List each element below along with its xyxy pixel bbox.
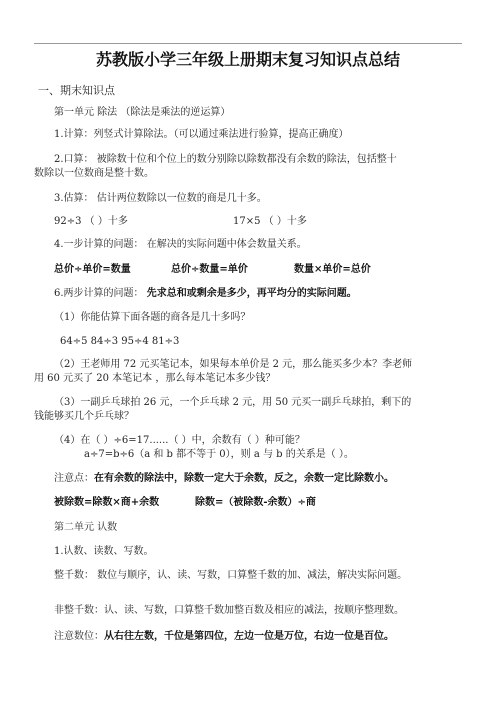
top-rule <box>34 43 462 44</box>
unit-1-heading: 第一单元 除法 （除法是乘法的逆运算） <box>54 107 231 118</box>
point-4-one-step: 4.一步计算的问题： 在解决的实际问题中体会数量关系。 <box>54 239 307 250</box>
formula-unit-price: 总价÷数量=单价 <box>171 264 248 275</box>
section-heading-1: 一、期末知识点 <box>38 84 115 97</box>
question-2-line-2: 用 60 元买了 20 本笔记本 ，那么每本笔记本多少钱？ <box>34 373 276 384</box>
unit-2-place-value-note <box>54 630 394 643</box>
formula-quantity: 总价÷单价=数量 <box>54 264 131 275</box>
question-1-items: 64÷5 84÷3 95÷4 81÷3 <box>60 336 180 347</box>
remainder-note <box>54 472 394 485</box>
question-4-line-2: a÷7=b÷6（a 和 b 都不等于 0），则 a 与 b 的关系是（ ）。 <box>84 449 354 460</box>
note-label: 注意点： <box>54 473 94 484</box>
point-2-line-1: 2.口算： 被除数十位和个位上的数分别除以除数都没有余数的除法，包括整十 <box>54 154 397 165</box>
unit-2-heading: 第二单元 认数 <box>54 522 118 533</box>
question-1: （1）你能估算下面各题的商各是几十多吗？ <box>54 312 251 323</box>
point-6-two-step <box>54 287 357 300</box>
estimate-example-1: 92÷3 （ ）十多 <box>54 216 128 227</box>
unit-2-whole-thousands: 整千数： 数位与顺序，认、读、写数，口算整千数的加、减法，解决实际问题。 <box>54 570 408 581</box>
point-3-estimation: 3.估算： 估计两位数除以一位数的商是几十多。 <box>54 193 267 204</box>
formula-dividend: 被除数=除数×商+余数 <box>54 497 160 508</box>
point-6-emphasis: 先求总和或剩余是多少，再平均分的实际问题。 <box>146 288 357 299</box>
question-3-line-1: （3）一副乒乓球拍 26 元，一个乒乓球 2 元，用 50 元买一副乒乓球拍，剩下的 <box>54 397 412 408</box>
note-emphasis: 在有余数的除法中，除数一定大于余数，反之，余数一定比除数小。 <box>94 473 394 484</box>
document-title: 苏教版小学三年级上册期末复习知识点总结 <box>95 50 400 69</box>
unit-2-point-1: 1.认数、读数、写数。 <box>54 546 154 557</box>
point-6-label: 6.两步计算的问题： <box>54 288 147 299</box>
estimate-example-2: 17×5 （ ）十多 <box>233 216 307 227</box>
question-2-line-1: （2）王老师用 72 元买笔记本，如果每本单价是 2 元，那么能买多少本？李老师 <box>54 359 413 370</box>
unit-2-non-whole-thousands: 非整千数：认、读、写数，口算整千数加整百数及相应的减法，按顺序整理数。 <box>54 605 404 616</box>
place-value-emphasis: 从右往左数，千位是第四位，左边一位是万位，右边一位是百位。 <box>104 631 394 642</box>
formula-divisor: 除数=（被除数-余数）÷商 <box>195 497 316 508</box>
place-value-label: 注意数位： <box>54 631 104 642</box>
formula-total-price: 数量×单价=总价 <box>294 264 371 275</box>
question-4-line-1: （4）在（ ）÷6=17......（ ）中，余数有（ ）种可能？ <box>54 435 305 446</box>
point-2-line-2: 数除以一位数商是整十数。 <box>34 168 154 179</box>
point-1-calculation: 1.计算：列竖式计算除法。（可以通过乘法进行验算，提高正确度） <box>54 129 349 140</box>
question-3-line-2: 钱能够买几个乒乓球？ <box>34 411 134 422</box>
